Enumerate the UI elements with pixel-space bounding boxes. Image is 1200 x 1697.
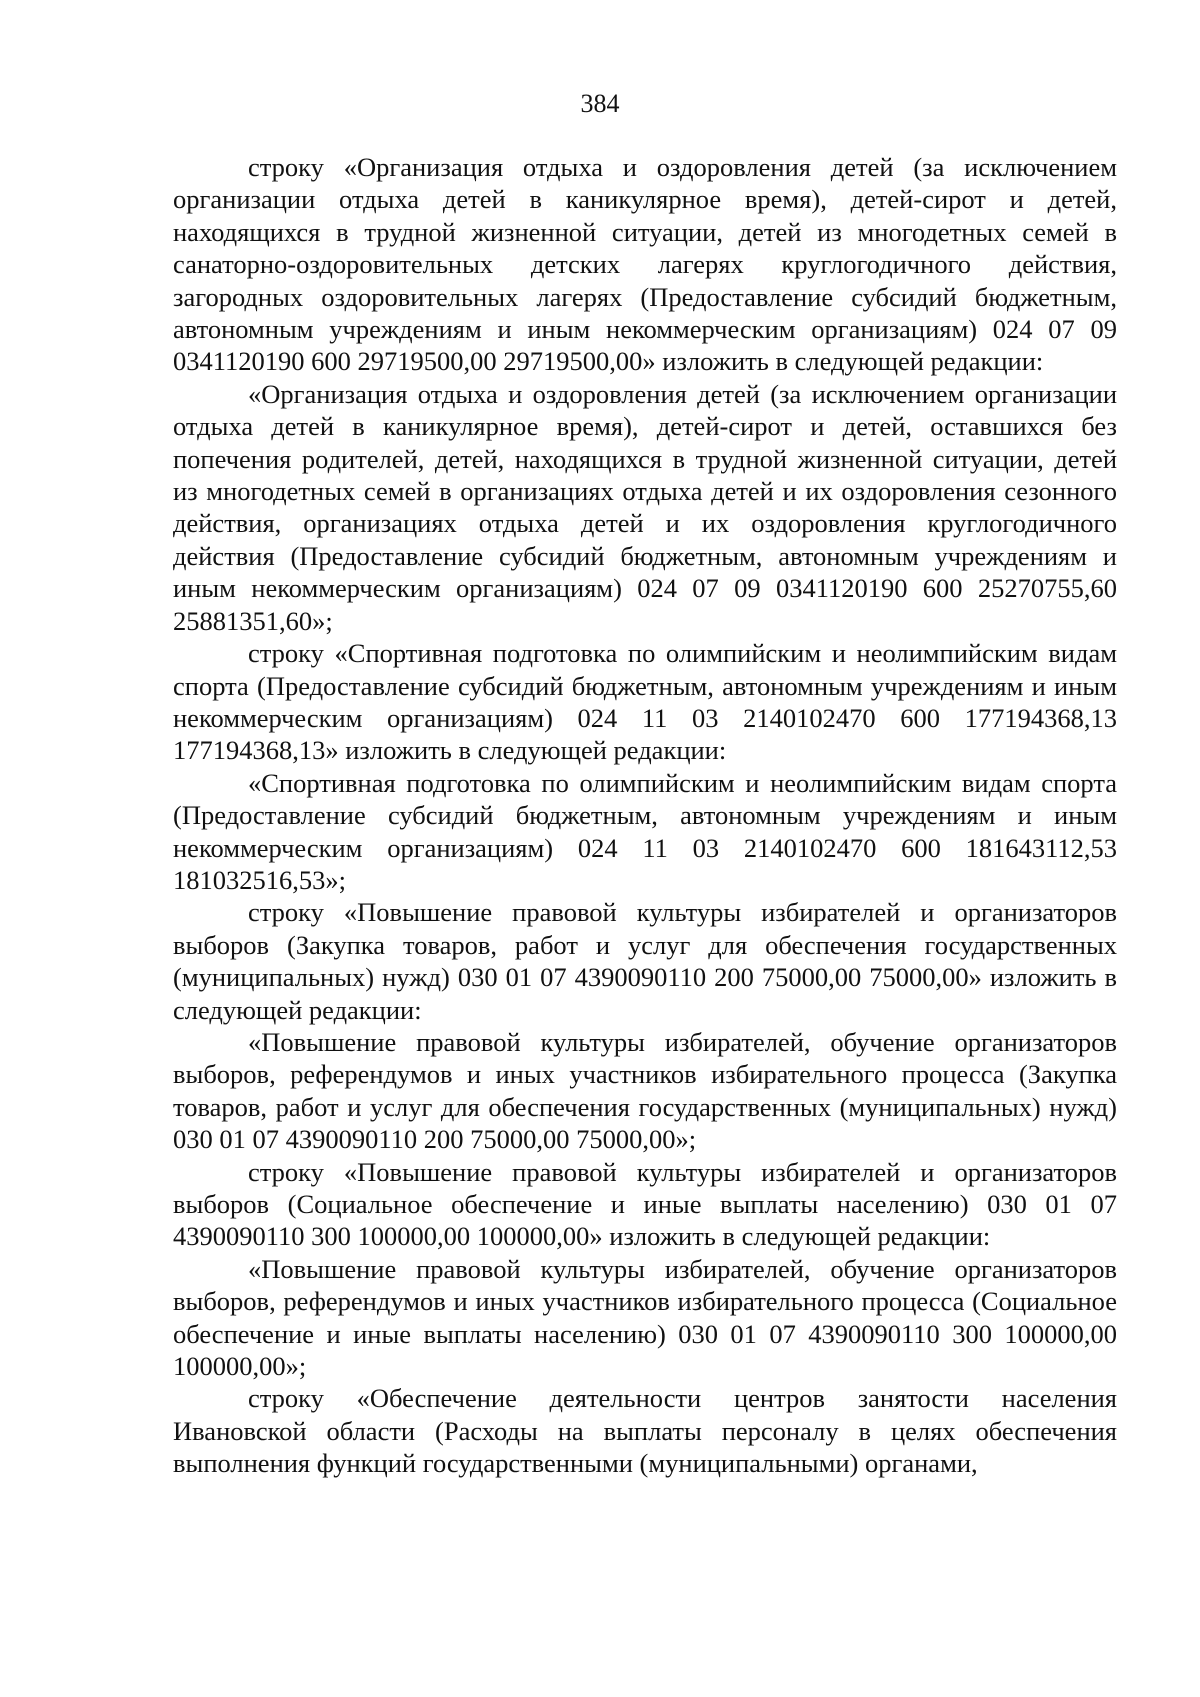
paragraph-9: строку «Обеспечение деятельности центров занятости населения Ивановской области (Расходы на выплаты персоналу в целях обеспечения выполнения функций государственными (муниципальными) органами, xyxy=(173,1383,1117,1479)
paragraph-1: строку «Организация отдыха и оздоровления детей (за исключением организации отдыха детей в каникулярное время), детей-сирот и детей, находящихся в трудной жизненной ситуации, детей из многодетных семей в санаторно-оздоровительных детских лагерях круглогодичного действия, загородных оздоровительных лагерях (Предоставление субсидий бюджетным, автономным учреждениям и иным некоммерческим организациям) 024 07 09 0341120190 600 29719500,00 29719500,00» изложить в следующей редакции: xyxy=(173,152,1117,377)
paragraph-5: строку «Повышение правовой культуры избирателей и организаторов выборов (Закупка товаров, работ и услуг для обеспечения государственных (муниципальных) нужд) 030 01 07 4390090110 200 75000,00 75000,00» изложить в следующей редакции: xyxy=(173,897,1117,1025)
paragraph-6: «Повышение правовой культуры избирателей, обучение организаторов выборов, референдумов и иных участников избирательного процесса (Закупка товаров, работ и услуг для обеспечения государственных (муниципальных) нужд) 030 01 07 4390090110 200 75000,00 75000,00»; xyxy=(173,1026,1117,1155)
paragraph-4: «Спортивная подготовка по олимпийским и неолимпийским видам спорта (Предоставление субсидий бюджетным, автономным учреждениям и иным некоммерческим организациям) 024 11 03 2140102470 600 181643112,53 181032516,53»; xyxy=(173,767,1117,895)
paragraph-3: строку «Спортивная подготовка по олимпийским и неолимпийским видам спорта (Предоставление субсидий бюджетным, автономным учреждениям и иным некоммерческим организациям) 024 11 03 2140102470 600 177194368,13 177194368,13» изложить в следующей редакции: xyxy=(173,638,1117,766)
page-number: 384 xyxy=(580,89,620,118)
paragraph-2: «Организация отдыха и оздоровления детей (за исключением организации отдыха детей в каникулярное время), детей-сирот и детей, оставшихся без попечения родителей, детей, находящихся в трудной жизненной ситуации, детей из многодетных семей в организациях отдыха детей и их оздоровления сезонного действия, организациях отдыха детей и их оздоровления круглогодичного действия (Предоставление субсидий бюджетным, автономным учреждениям и иным некоммерческим организациям) 024 07 09 0341120190 600 25270755,60 25881351,60»; xyxy=(173,378,1117,636)
document-body xyxy=(173,151,1117,1480)
paragraph-8: «Повышение правовой культуры избирателей, обучение организаторов выборов, референдумов и иных участников избирательного процесса (Социальное обеспечение и иные выплаты населению) 030 01 07 4390090110 300 100000,00 100000,00»; xyxy=(173,1253,1117,1382)
paragraph-7: строку «Повышение правовой культуры избирателей и организаторов выборов (Социальное обеспечение и иные выплаты населению) 030 01 07 4390090110 300 100000,00 100000,00» изложить в следующей редакции: xyxy=(173,1156,1117,1252)
